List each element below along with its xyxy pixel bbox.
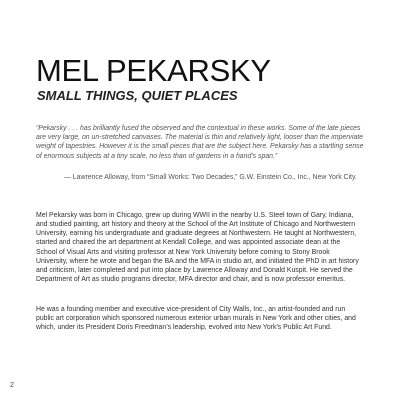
biography-paragraph-1: Mel Pekarsky was born in Chicago, grew up during WWII in the nearby U.S. Steel town of Gary, Indiana, and studied painting, art history and theory at the School of the Art Institute of Chicago and Northwestern University, earning his undergraduate and graduate degrees at Northwestern. He taught at Northwestern, started and chaired the art department at Kendall College, and was appointed associate dean at the School of Visual Arts and visiting professor at New York University before coming to Stony Brook University, where he wrote and began the BA and the MFA in studio art, and initiated the PhD in art history and criticism, later completed and put into place by Lawrence Alloway and Donald Kuspit. He served the Department of Art as studio programs director, MFA director and chair, and is now professor emeritus. (36, 212, 359, 284)
biography-paragraph-2: He was a founding member and executive vice-president of City Walls, Inc., an artist-founded and run public art corporation which sponsored numerous exterior urban murals in New York and other cities, and which, under its President Doris Freedman’s leadership, evolved into New York’s Public Art Fund. (36, 306, 356, 332)
page-number: 2 (10, 382, 14, 389)
epigraph-quote: “Pekarsky . . . has brilliantly fused the observed and the contextual in these works. Some of the late pieces are very large, on un-stretched canvases. The material is thin and relatively light, looser than the imperviate weight of tapestries. However it is the small pieces that are the subject here. Pekarsky has a startling sense of enormous subjects at a tiny scale, no less than of gardens in a hand’s span.” (36, 125, 364, 160)
page-subtitle: SMALL THINGS, QUIET PLACES (37, 88, 238, 103)
page-title: MEL PEKARSKY (36, 53, 271, 88)
quote-attribution: — Lawrence Alloway, from “Small Works: Two Decades,” G.W. Einstein Co., Inc., New York City. (64, 174, 357, 181)
